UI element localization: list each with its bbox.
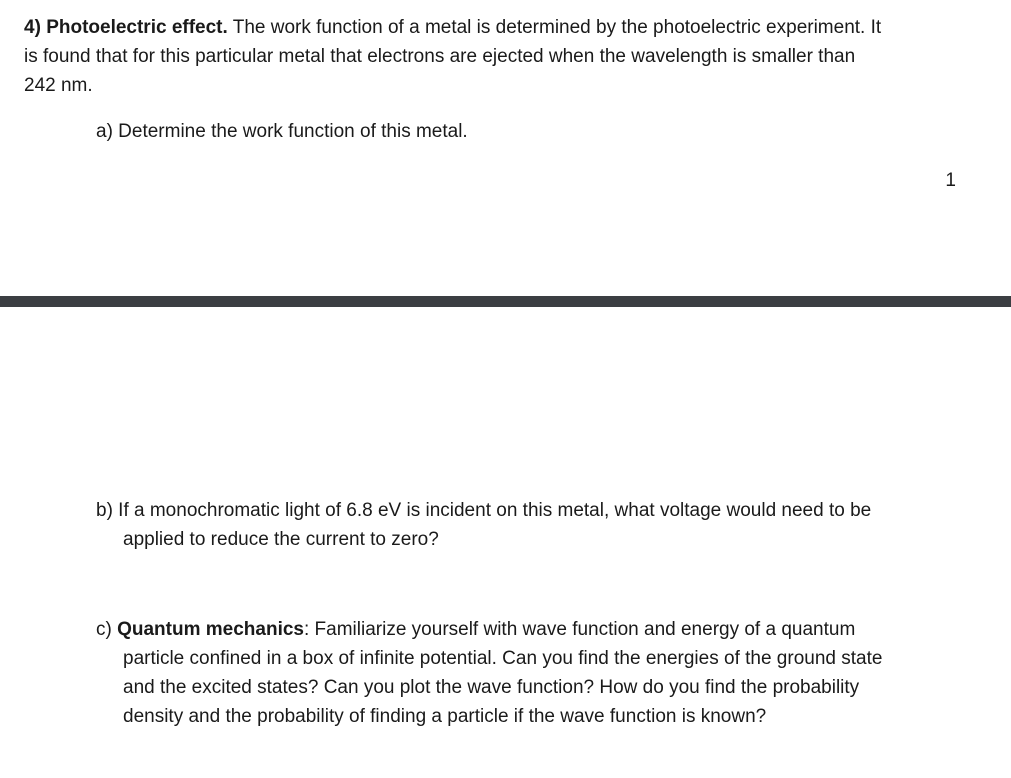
question-4b-line-1: b) If a monochromatic light of 6.8 eV is incident on this metal, what voltage would need to be <box>96 500 872 521</box>
question-4c-title: Quantum mechanics <box>117 619 304 640</box>
question-4c-text: : Familiarize yourself with wave function and energy of a quantum <box>304 619 856 640</box>
question-4a: a) Determine the work function of this metal. <box>96 121 468 142</box>
question-4c-line-1 <box>96 615 976 644</box>
page-separator <box>0 296 1011 307</box>
question-4-line-2: is found that for this particular metal that electrons are ejected when the wavelength is smaller than <box>24 46 856 67</box>
question-4b <box>96 496 976 554</box>
question-4 <box>24 13 984 100</box>
question-4-number: 4) <box>24 17 41 38</box>
question-4-line-1 <box>24 13 984 42</box>
question-4c-line-3: and the excited states? Can you plot the wave function? How do you find the probability <box>123 677 860 698</box>
question-4c-line-4: density and the probability of finding a particle if the wave function is known? <box>123 706 767 727</box>
question-4-text: The work function of a metal is determined by the photoelectric experiment. It <box>232 17 882 38</box>
question-4c-label: c) <box>96 619 112 640</box>
question-4c <box>96 615 976 731</box>
question-4-line-3: 242 nm. <box>24 75 93 96</box>
question-4c-line-2: particle confined in a box of infinite potential. Can you find the energies of the ground state <box>123 648 883 669</box>
page-number: 1 <box>945 170 956 191</box>
question-4b-line-2: applied to reduce the current to zero? <box>123 529 439 550</box>
question-4-title: Photoelectric effect. <box>46 17 228 38</box>
